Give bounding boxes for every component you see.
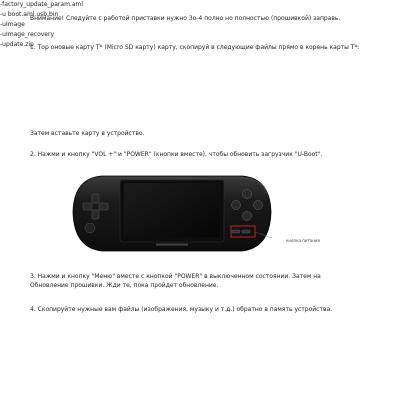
warning-paragraph: Внимание! Следуйте с работой приставки нужно 3о-4 полно но полностью (прошивкой) заправь. [30,15,341,22]
step-2-text: 2. Нажми и кнопку "VOL +" и "POWER" (кнопки вместе), чтобы обновить загрузчик "U-Boot". [30,151,323,158]
console-screen [124,183,220,237]
console-illustration [72,172,272,254]
analog-stick-icon [85,223,95,233]
step-1-closing: Затем вставьте карту в устройство. [30,130,145,137]
file-list-item: -uImage [0,21,25,28]
file-list-item: -update.zip [0,41,34,48]
step-1-intro: 1. Тор оновые карту Т* (Micro SD карту) карту, скопируй в следующие файлы прямо в корень карты Т*: [30,44,360,51]
power-button-callout: кнопка питания [286,238,320,243]
file-list-item: -uImage_recovery [0,31,55,38]
file-list-item: -factory_update_param.aml [0,1,84,8]
step-3-text: 3. Нажми и кнопку "Меню" вместе с кнопкой "POWER" в выключенном состоянии. Затем на Обновление прошивки. Жди те, пока пройдет обновление. [30,273,321,289]
step-4-text: 4. Скопируйте нужные вам файлы (изображения, музыку и т.д.) обратно в память устройства. [30,306,333,313]
file-list-item: -u boot.aml.usb.bin [0,11,59,18]
